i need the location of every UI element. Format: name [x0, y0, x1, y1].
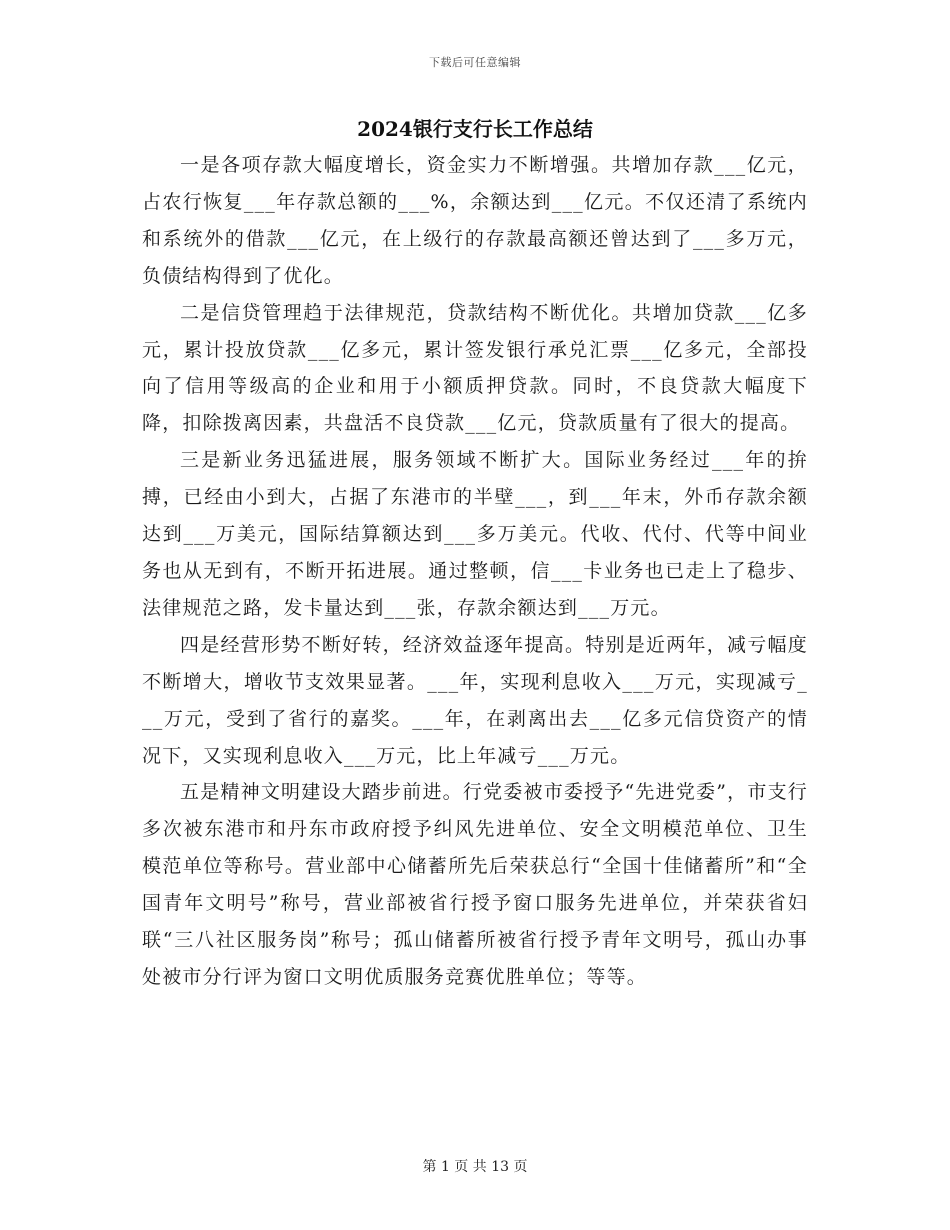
document-body	[142, 147, 808, 996]
page-header-note: 下载后可任意编辑	[429, 56, 521, 69]
paragraph-new-business: 三是新业务迅猛进展，服务领域不断扩大。国际业务经过___年的拚搏，已经由小到大，占据了东港市的半壁___，到___年末，外币存款余额达到___万美元，国际结算额达到___多万美元。代收、代付、代等中间业务也从无到有，不断开拓进展。通过整顿，信___卡业务也已走上了稳步、法律规范之路，发卡量达到___张，存款余额达到___万元。	[142, 449, 808, 619]
paragraph-operations: 四是经营形势不断好转，经济效益逐年提高。特别是近两年，减亏幅度不断增大，增收节支效果显著。___年，实现利息收入___万元，实现减亏___万元，受到了省行的嘉奖。___年，在剥离出去___亿多元信贷资产的情况下，又实现利息收入___万元，比上年减亏___万元。	[142, 633, 808, 767]
paragraph-civilization: 五是精神文明建设大踏步前进。行党委被市委授予“先进党委”，市支行多次被东港市和丹东市政府授予纠风先进单位、安全文明模范单位、卫生模范单位等称号。营业部中心储蓄所先后荣获总行“全国十佳储蓄所”和“全国青年文明号”称号，营业部被省行授予窗口服务先进单位，并荣获省妇联“三八社区服务岗”称号；孤山储蓄所被省行授予青年文明号，孤山办事处被市分行评为窗口文明优质服务竞赛优胜单位；等等。	[142, 781, 808, 988]
paragraph-credit: 二是信贷管理趋于法律规范，贷款结构不断优化。共增加贷款___亿多元，累计投放贷款___亿多元，累计签发银行承兑汇票___亿多元，全部投向了信用等级高的企业和用于小额质押贷款。同时，不良贷款大幅度下降，扣除拨离因素，共盘活不良贷款___亿元，贷款质量有了很大的提高。	[142, 301, 808, 435]
document-title: 2024银行支行长工作总结	[357, 117, 593, 141]
paragraph-deposits: 一是各项存款大幅度增长，资金实力不断增强。共增加存款___亿元，占农行恢复___年存款总额的___%，余额达到___亿元。不仅还清了系统内和系统外的借款___亿元，在上级行的存款最高额还曾达到了___多万元，负债结构得到了优化。	[142, 154, 808, 287]
page-number-footer: 第 1 页 共 13 页	[422, 1159, 528, 1175]
